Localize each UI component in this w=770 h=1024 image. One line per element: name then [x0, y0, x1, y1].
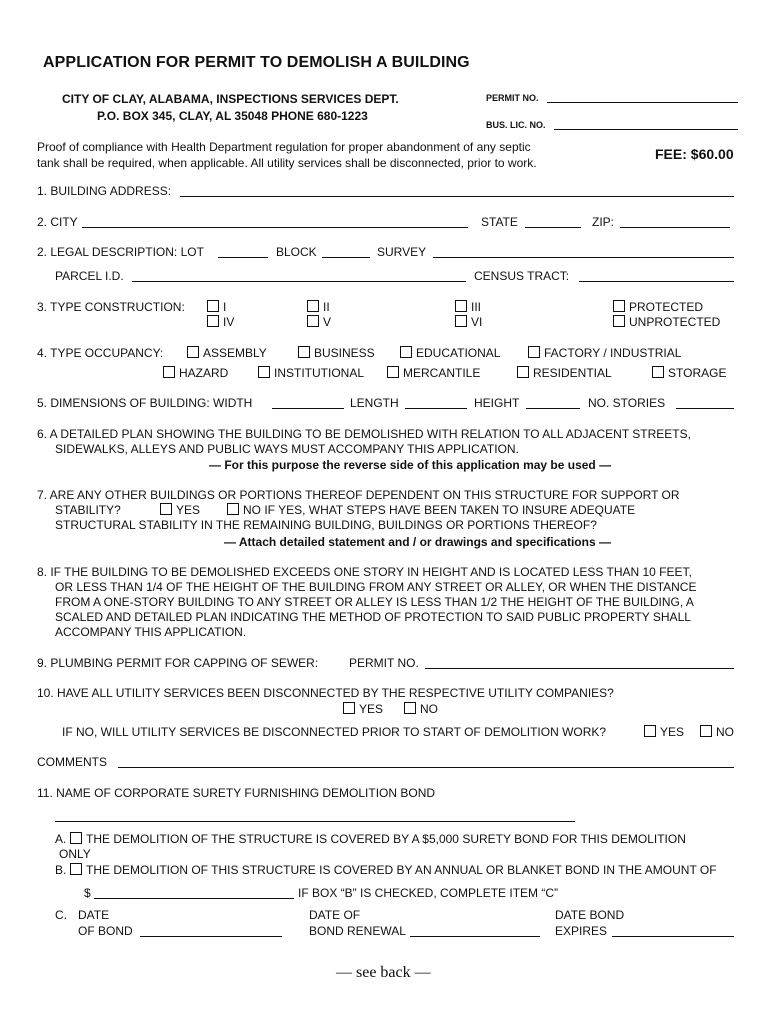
construction-option-i[interactable]: I [207, 300, 226, 314]
census-label: CENSUS TRACT: [474, 269, 570, 283]
bond-renewal-label: BOND RENEWAL [309, 924, 406, 938]
item10-line-2: IF NO, WILL UTILITY SERVICES BE DISCONNECTED PRIOR TO START OF DEMOLITION WORK? [62, 725, 607, 739]
item7-note: — Attach detailed statement and / or drawings and specifications — [224, 535, 611, 549]
checkbox[interactable] [528, 346, 540, 358]
occupancy-label: 4. TYPE OCCUPANCY: [37, 346, 164, 360]
city-label: 2. CITY [37, 215, 78, 229]
occupancy-factory[interactable]: FACTORY / INDUSTRIAL [528, 346, 681, 360]
occupancy-residential[interactable]: RESIDENTIAL [517, 366, 612, 380]
checkbox[interactable] [613, 300, 625, 312]
zip-field[interactable] [620, 216, 730, 228]
item7-line-1: 7. ARE ANY OTHER BUILDINGS OR PORTIONS THEREOF DEPENDENT ON THIS STRUCTURE FOR SUPPORT OR [37, 488, 680, 502]
building-address-label: 1. BUILDING ADDRESS: [37, 184, 172, 198]
block-label: BLOCK [276, 245, 317, 259]
item7-yes[interactable]: YES [160, 503, 200, 517]
construction-option-ii[interactable]: II [307, 300, 330, 314]
survey-field[interactable] [433, 246, 734, 258]
item11-a-prefix: A. [55, 832, 67, 846]
date-of-label: DATE OF [309, 908, 361, 922]
comments-label: COMMENTS [37, 755, 107, 769]
item8-line-3: FROM A ONE-STORY BUILDING TO ANY STREET OR ALLEY IS LESS THAN 1/2 THE HEIGHT OF THE BUILDING, A [55, 595, 694, 609]
item7-no[interactable]: NO IF YES, WHAT STEPS HAVE BEEN TAKEN TO INSURE ADEQUATE [227, 503, 635, 517]
bus-lic-field[interactable] [554, 118, 738, 130]
item11-option-b[interactable]: THE DEMOLITION OF THIS STRUCTURE IS COVERED BY AN ANNUAL OR BLANKET BOND IN THE AMOUNT OF [70, 863, 717, 877]
width-field[interactable] [272, 397, 344, 409]
occupancy-business[interactable]: BUSINESS [298, 346, 375, 360]
item11-label: 11. NAME OF CORPORATE SURETY FURNISHING DEMOLITION BOND [37, 786, 436, 800]
length-label: LENGTH [350, 396, 399, 410]
checkbox[interactable] [404, 702, 416, 714]
checkbox[interactable] [613, 315, 625, 327]
item6-line-1: 6. A DETAILED PLAN SHOWING THE BUILDING TO BE DEMOLISHED WITH RELATION TO ALL ADJACENT STREETS, [37, 427, 691, 441]
checkbox[interactable] [700, 725, 712, 737]
zip-label: ZIP: [592, 215, 615, 229]
survey-label: SURVEY [377, 245, 427, 259]
checkbox[interactable] [163, 366, 175, 378]
checkbox[interactable] [343, 702, 355, 714]
occupancy-educational[interactable]: EDUCATIONAL [400, 346, 500, 360]
proof-line-1: Proof of compliance with Health Department regulation for proper abandonment of any septic [37, 140, 531, 154]
item10-yes-2[interactable]: YES [644, 725, 684, 739]
checkbox[interactable] [387, 366, 399, 378]
census-field[interactable] [579, 270, 734, 282]
occupancy-hazard[interactable]: HAZARD [163, 366, 228, 380]
item7-line-3: STRUCTURAL STABILITY IN THE REMAINING BUILDING, BUILDINGS OR PORTIONS THEREOF? [55, 518, 597, 532]
checkbox[interactable] [455, 315, 467, 327]
date-of-bond-field[interactable] [140, 925, 282, 937]
item9-permit-label: PERMIT NO. [349, 656, 419, 670]
checkbox[interactable] [652, 366, 664, 378]
construction-label: 3. TYPE CONSTRUCTION: [37, 300, 185, 314]
surety-name-field[interactable] [55, 810, 575, 822]
bond-expires-field[interactable] [612, 925, 734, 937]
legal-lot-label: 2. LEGAL DESCRIPTION: LOT [37, 245, 204, 259]
checkbox[interactable] [517, 366, 529, 378]
state-field[interactable] [525, 216, 581, 228]
checkbox[interactable] [298, 346, 310, 358]
item8-line-5: ACCOMPANY THIS APPLICATION. [55, 625, 247, 639]
construction-option-vi[interactable]: VI [455, 315, 482, 329]
checkbox[interactable] [400, 346, 412, 358]
item10-line-1: 10. HAVE ALL UTILITY SERVICES BEEN DISCONNECTED BY THE RESPECTIVE UTILITY COMPANIES? [37, 686, 614, 700]
date-bond-label: DATE BOND [555, 908, 625, 922]
item11-b-prefix: B. [55, 863, 67, 877]
item10-no-2[interactable]: NO [700, 725, 734, 739]
state-label: STATE [481, 215, 518, 229]
occupancy-assembly[interactable]: ASSEMBLY [187, 346, 267, 360]
bond-amount-field[interactable] [94, 887, 294, 899]
building-address-field[interactable] [180, 185, 734, 197]
item8-line-2: OR LESS THAN 1/4 OF THE HEIGHT OF THE BUILDING FROM ANY STREET OR ALLEY, OR WHEN THE DISTANCE [55, 580, 697, 594]
checkbox[interactable] [207, 300, 219, 312]
dept-name: CITY OF CLAY, ALABAMA, INSPECTIONS SERVICES DEPT. [62, 92, 399, 106]
dimensions-label: 5. DIMENSIONS OF BUILDING: WIDTH [37, 396, 253, 410]
date-label: DATE [78, 908, 110, 922]
height-label: HEIGHT [474, 396, 520, 410]
construction-option-iv[interactable]: IV [207, 315, 234, 329]
occupancy-storage[interactable]: STORAGE [652, 366, 726, 380]
bond-renewal-field[interactable] [410, 925, 540, 937]
city-field[interactable] [82, 216, 468, 228]
item10-yes[interactable]: YES [343, 702, 383, 716]
checkbox[interactable] [187, 346, 199, 358]
height-field[interactable] [526, 397, 580, 409]
bus-lic-label: BUS. LIC. NO. [486, 120, 546, 130]
item8-line-1: 8. IF THE BUILDING TO BE DEMOLISHED EXCEEDS ONE STORY IN HEIGHT AND IS LOCATED LESS THAN 10 FEET, [37, 565, 692, 579]
item11-c-prefix: C. [55, 908, 67, 922]
form-title: APPLICATION FOR PERMIT TO DEMOLISH A BUILDING [43, 54, 470, 71]
item6-note: — For this purpose the reverse side of this application may be used — [209, 458, 612, 472]
dept-address: P.O. BOX 345, CLAY, AL 35048 PHONE 680-1223 [97, 109, 368, 123]
construction-option-protected[interactable]: PROTECTED [613, 300, 703, 314]
parcel-field[interactable] [132, 270, 466, 282]
item8-line-4: SCALED AND DETAILED PLAN INDICATING THE METHOD OF PROTECTION TO SAID PUBLIC PROPERTY SHALL [55, 610, 691, 624]
lot-field[interactable] [218, 246, 268, 258]
of-bond-label: OF BOND [78, 924, 133, 938]
item7-stability: STABILITY? [55, 503, 121, 517]
item9-label: 9. PLUMBING PERMIT FOR CAPPING OF SEWER: [37, 656, 319, 670]
checkbox[interactable] [227, 503, 239, 515]
expires-label: EXPIRES [555, 924, 608, 938]
checkbox[interactable] [258, 366, 270, 378]
construction-option-iii[interactable]: III [455, 300, 481, 314]
plumbing-permit-field[interactable] [425, 657, 734, 669]
stories-label: NO. STORIES [588, 396, 666, 410]
parcel-label: PARCEL I.D. [55, 269, 124, 283]
block-field[interactable] [322, 246, 370, 258]
checkbox[interactable] [160, 503, 172, 515]
see-back-footer: — see back — [336, 964, 431, 981]
if-box-b-note: IF BOX “B” IS CHECKED, COMPLETE ITEM “C” [298, 886, 559, 900]
dollar-sign: $ [84, 886, 91, 900]
length-field[interactable] [405, 397, 467, 409]
checkbox[interactable] [70, 832, 82, 844]
checkbox[interactable] [307, 300, 319, 312]
checkbox[interactable] [207, 315, 219, 327]
item6-line-2: SIDEWALKS, ALLEYS AND PUBLIC WAYS MUST ACCOMPANY THIS APPLICATION. [55, 442, 519, 456]
checkbox[interactable] [70, 863, 82, 875]
item11-a-only: ONLY [59, 847, 91, 861]
stories-field[interactable] [676, 397, 734, 409]
item10-no[interactable]: NO [404, 702, 438, 716]
checkbox[interactable] [455, 300, 467, 312]
occupancy-institutional[interactable]: INSTITUTIONAL [258, 366, 364, 380]
permit-no-field[interactable] [547, 91, 738, 103]
item11-option-a[interactable]: THE DEMOLITION OF THE STRUCTURE IS COVERED BY A $5,000 SURETY BOND FOR THIS DEMOLITION [70, 832, 686, 846]
occupancy-mercantile[interactable]: MERCANTILE [387, 366, 480, 380]
checkbox[interactable] [307, 315, 319, 327]
comments-field[interactable] [118, 756, 734, 768]
construction-option-v[interactable]: V [307, 315, 331, 329]
proof-line-2: tank shall be required, when applicable. All utility services shall be disconnected, prior to work. [37, 156, 537, 170]
checkbox[interactable] [644, 725, 656, 737]
fee-label: FEE: $60.00 [655, 146, 734, 162]
permit-no-label: PERMIT NO. [486, 93, 539, 103]
construction-option-unprotected[interactable]: UNPROTECTED [613, 315, 720, 329]
